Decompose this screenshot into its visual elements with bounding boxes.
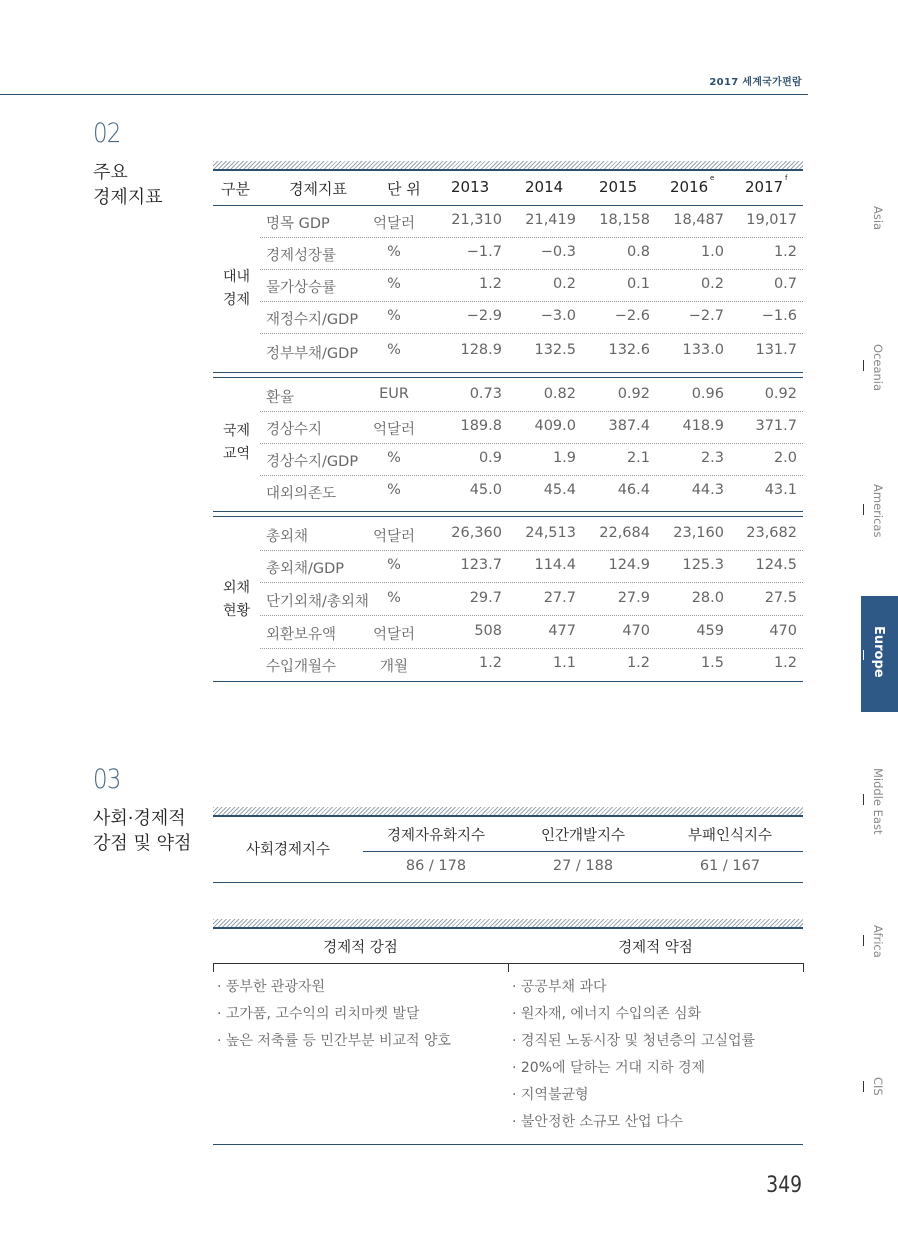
row-indicator: 명목 GDP: [266, 216, 330, 232]
tab-tick: [863, 360, 864, 371]
list-item: · 고가품, 고수익의 리치마켓 발달: [217, 1006, 420, 1022]
weakness-bracket: [508, 963, 804, 972]
row-value: 21,419: [525, 212, 576, 228]
list-item: · 높은 저축률 등 민간부분 비교적 양호: [217, 1033, 452, 1049]
row-indicator: 경상수지: [266, 422, 323, 438]
row-value: 0.2: [700, 276, 724, 292]
list-item: · 불안정한 소규모 산업 다수: [512, 1114, 684, 1130]
list-item: · 풍부한 관광자원: [217, 979, 326, 995]
row-value: −3.0: [540, 308, 576, 324]
index-header: 경제자유화지수: [386, 828, 486, 844]
table-row: [260, 476, 803, 508]
row-value: 132.6: [608, 342, 650, 358]
row-value: 1.2: [478, 655, 502, 671]
row-unit: 억달러: [372, 216, 416, 232]
side-tab-label: Americas: [871, 484, 885, 538]
header-unit: 단 위: [387, 180, 421, 198]
row-value: 44.3: [691, 482, 724, 498]
table-row: [260, 336, 803, 368]
row-value: 124.5: [755, 557, 797, 573]
row-value: 371.7: [755, 418, 797, 434]
row-value: 132.5: [534, 342, 576, 358]
row-value: 23,160: [673, 525, 724, 541]
tab-tick: [863, 504, 864, 515]
row-value: −1.6: [761, 308, 797, 324]
header-superscript: f: [785, 174, 788, 182]
header-year: 2014: [525, 178, 564, 196]
header-group: 구분: [221, 180, 250, 198]
header-year: 2013: [451, 178, 490, 196]
row-unit: %: [387, 244, 401, 260]
tab-tick: [863, 650, 864, 660]
list-item: · 20%에 달하는 거대 지하 경제: [512, 1060, 706, 1076]
strength-list: [217, 974, 451, 1055]
row-value: 0.9: [478, 450, 502, 466]
group-label: 국제 교역: [222, 423, 251, 462]
row-value: 0.2: [552, 276, 576, 292]
table-hatch-bar: [213, 919, 803, 929]
row-indicator: 정부부채/GDP: [266, 346, 359, 362]
row-value: 19,017: [746, 212, 797, 228]
row-value: 0.92: [617, 386, 650, 402]
index-header: 인간개발지수: [540, 828, 626, 844]
table-row: [260, 617, 803, 649]
row-value: 18,487: [673, 212, 724, 228]
table-row: [260, 584, 803, 616]
index-value: 27 / 188: [552, 858, 614, 874]
row-value: 128.9: [460, 342, 502, 358]
row-value: 459: [696, 623, 724, 639]
row-unit: 억달러: [372, 422, 416, 438]
table-row: [260, 444, 803, 476]
row-value: 2.1: [626, 450, 650, 466]
row-value: 21,310: [451, 212, 502, 228]
row-value: 46.4: [617, 482, 650, 498]
row-indicator: 수입개월수: [266, 659, 337, 675]
section-number: 02: [93, 118, 121, 149]
row-value: 0.1: [626, 276, 650, 292]
row-indicator: 물가상승률: [266, 280, 337, 296]
row-unit: 개월: [379, 659, 408, 675]
row-value: 26,360: [451, 525, 502, 541]
row-value: 123.7: [460, 557, 502, 573]
table-row: [260, 649, 803, 681]
row-indicator: 총외채: [266, 529, 309, 545]
group-label: 대내 경제: [222, 269, 251, 308]
table-hatch-bar: [213, 161, 803, 171]
tab-tick: [863, 935, 864, 946]
row-value: 1.1: [552, 655, 576, 671]
side-tab-label: Europe: [871, 626, 886, 678]
row-unit: 억달러: [372, 627, 416, 643]
strength-bracket: [213, 963, 509, 972]
tab-tick: [863, 794, 864, 805]
table-row: [260, 519, 803, 551]
weakness-list: [512, 974, 755, 1136]
index-bottom-rule: [213, 882, 803, 883]
row-value: 0.96: [691, 386, 724, 402]
side-tab-label: Oceania: [871, 344, 885, 392]
row-value: 1.5: [700, 655, 724, 671]
row-indicator: 단기외채/총외채: [266, 594, 369, 610]
section-title: 사회·경제적 강점 및 약점: [93, 808, 192, 854]
row-indicator: 경제성장률: [266, 248, 337, 264]
section-title: 주요 경제지표: [93, 162, 163, 208]
page-number: 349: [766, 1173, 802, 1198]
row-value: 387.4: [608, 418, 650, 434]
table-row: [260, 238, 803, 270]
row-value: 508: [474, 623, 502, 639]
row-value: 1.2: [626, 655, 650, 671]
header-year: 2016: [670, 178, 709, 196]
header-rule: [0, 94, 808, 95]
row-unit: %: [387, 450, 401, 466]
list-item: · 지역불균형: [512, 1087, 589, 1103]
social-index-label: 사회경제지수: [245, 842, 331, 858]
row-value: 133.0: [682, 342, 724, 358]
row-value: 477: [548, 623, 576, 639]
row-value: −0.3: [540, 244, 576, 260]
row-value: 43.1: [764, 482, 797, 498]
list-item: · 원자재, 에너지 수입의존 심화: [512, 1006, 701, 1022]
header-indicator: 경제지표: [289, 180, 347, 198]
side-tab-label: Asia: [871, 206, 885, 231]
row-value: 0.7: [773, 276, 797, 292]
row-value: 1.2: [773, 655, 797, 671]
sw-bottom-rule: [213, 1144, 803, 1145]
strength-title: 경제적 강점: [323, 940, 398, 956]
row-value: 124.9: [608, 557, 650, 573]
tab-tick: [863, 1081, 864, 1092]
row-unit: 억달러: [372, 529, 416, 545]
row-value: 2.0: [773, 450, 797, 466]
row-value: −2.6: [614, 308, 650, 324]
row-unit: %: [387, 342, 401, 358]
side-tab-label: Africa: [871, 925, 885, 958]
table-row: [260, 412, 803, 444]
row-value: −1.7: [466, 244, 502, 260]
row-indicator: 외환보유액: [266, 627, 337, 643]
row-indicator: 총외채/GDP: [266, 561, 345, 577]
row-value: 418.9: [682, 418, 724, 434]
running-header: 2017 세계국가편람: [709, 77, 802, 88]
table-bottom-rule: [213, 681, 803, 682]
row-value: 0.92: [764, 386, 797, 402]
row-value: 0.82: [543, 386, 576, 402]
row-indicator: 환율: [266, 390, 295, 406]
side-tab-label: CIS: [871, 1077, 885, 1096]
row-value: 0.73: [469, 386, 502, 402]
group-separator: [213, 377, 803, 378]
row-unit: EUR: [379, 386, 409, 402]
row-value: 27.5: [764, 590, 797, 606]
row-value: 18,158: [599, 212, 650, 228]
index-header-rule: [363, 851, 803, 852]
row-value: 0.8: [626, 244, 650, 260]
row-value: 409.0: [534, 418, 576, 434]
row-value: 28.0: [691, 590, 724, 606]
header-year: 2015: [599, 178, 638, 196]
group-separator: [213, 516, 803, 517]
section-number: 03: [93, 764, 121, 795]
table-row: [260, 206, 803, 238]
row-value: 45.0: [469, 482, 502, 498]
row-value: 1.0: [700, 244, 724, 260]
row-value: −2.7: [688, 308, 724, 324]
list-item: · 경직된 노동시장 및 청년층의 고실업률: [512, 1033, 756, 1049]
row-value: 45.4: [543, 482, 576, 498]
row-unit: %: [387, 590, 401, 606]
row-value: 1.9: [552, 450, 576, 466]
table-hatch-bar: [213, 807, 803, 817]
list-item: · 공공부채 과다: [512, 979, 607, 995]
row-value: 22,684: [599, 525, 650, 541]
row-indicator: 대외의존도: [266, 486, 337, 502]
row-value: 125.3: [682, 557, 724, 573]
index-value: 86 / 178: [405, 858, 467, 874]
row-unit: %: [387, 308, 401, 324]
row-indicator: 경상수지/GDP: [266, 454, 359, 470]
table-row: [260, 270, 803, 302]
side-tab-label: Middle East: [871, 768, 885, 835]
row-value: 1.2: [478, 276, 502, 292]
index-header: 부패인식지수: [687, 828, 773, 844]
row-value: 470: [769, 623, 797, 639]
row-value: 23,682: [746, 525, 797, 541]
index-value: 61 / 167: [699, 858, 761, 874]
row-value: 27.7: [543, 590, 576, 606]
row-unit: %: [387, 557, 401, 573]
header-year: 2017: [745, 178, 784, 196]
row-unit: %: [387, 482, 401, 498]
header-superscript: e: [710, 174, 715, 182]
row-value: 1.2: [773, 244, 797, 260]
row-value: −2.9: [466, 308, 502, 324]
row-value: 189.8: [460, 418, 502, 434]
table-row: [260, 551, 803, 583]
group-label: 외채 현황: [222, 580, 251, 619]
row-indicator: 재정수지/GDP: [266, 312, 359, 328]
row-value: 131.7: [755, 342, 797, 358]
row-value: 114.4: [534, 557, 576, 573]
row-value: 2.3: [700, 450, 724, 466]
row-value: 27.9: [617, 590, 650, 606]
table-header: [213, 172, 803, 205]
row-value: 29.7: [469, 590, 502, 606]
group-separator: [213, 511, 803, 512]
row-unit: %: [387, 276, 401, 292]
weakness-title: 경제적 약점: [618, 940, 693, 956]
row-value: 470: [622, 623, 650, 639]
side-tab-europe-active[interactable]: [861, 596, 898, 712]
table-row: [260, 380, 803, 412]
group-separator: [213, 372, 803, 373]
table-row: [260, 302, 803, 334]
row-value: 24,513: [525, 525, 576, 541]
